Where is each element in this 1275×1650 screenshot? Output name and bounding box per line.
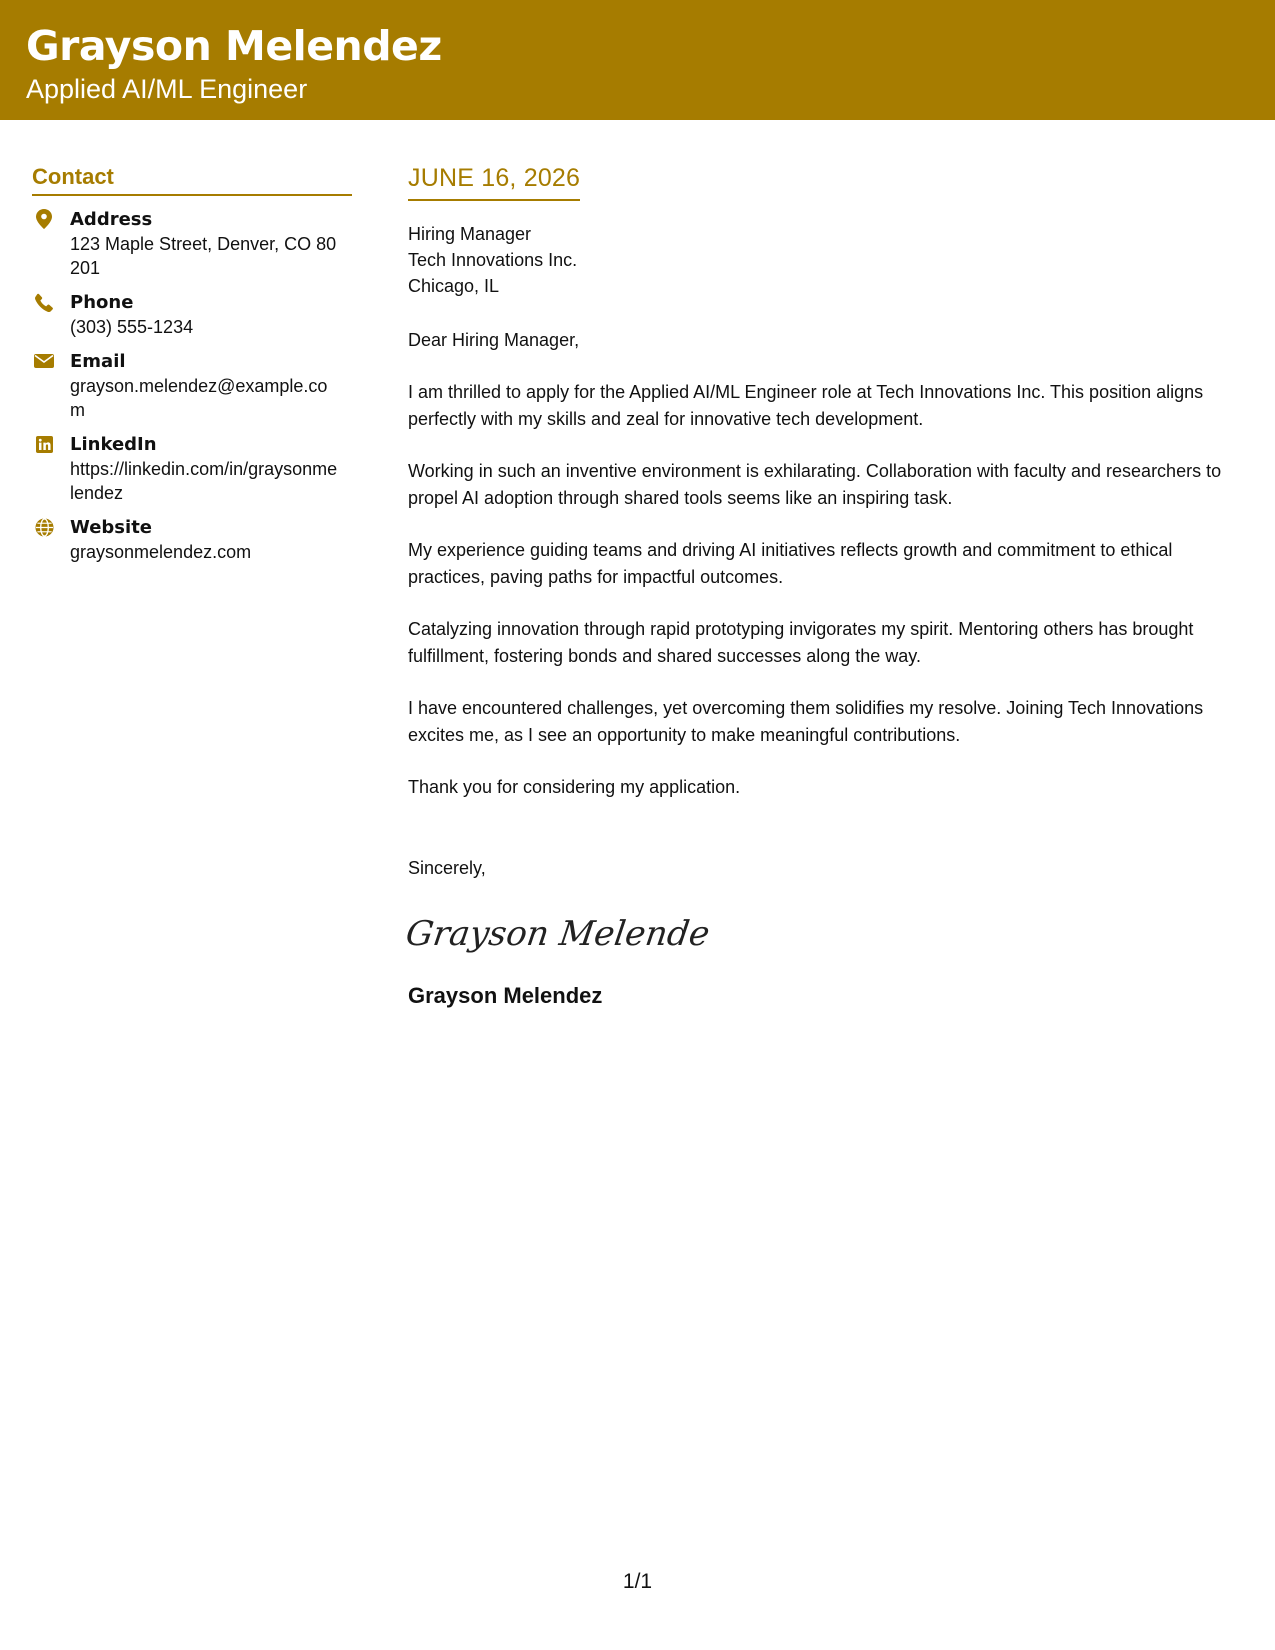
job-title: Applied AI/ML Engineer [26, 74, 308, 104]
closing: Sincerely, [408, 857, 486, 878]
contact-label: Address [70, 209, 153, 230]
recipient-block [408, 221, 1248, 299]
letter-paragraph: Working in such an inventive environment is exhilarating. Collaboration with faculty and researchers to propel AI adoption through shared tools seems like an inspiring task. [408, 461, 1222, 508]
applicant-name: Grayson Melendez [26, 22, 442, 70]
contact-label: Website [70, 517, 153, 538]
contact-item-email [32, 350, 352, 422]
handwritten-signature [403, 907, 1248, 963]
header-band [0, 0, 1275, 120]
contact-value: graysonmelendez.com [70, 542, 252, 562]
contact-item-website [32, 516, 352, 564]
contact-value: https://linkedin.com/in/graysonmelendez [70, 459, 338, 503]
recipient-name: Hiring Manager [408, 224, 532, 244]
page-number: 1/1 [622, 1570, 653, 1593]
letter-paragraph: My experience guiding teams and driving AI initiatives reflects growth and commitment to ethical practices, paving paths for impactful outcomes. [408, 540, 1173, 587]
map-pin-icon [34, 209, 54, 229]
contact-list [32, 208, 352, 564]
contact-item-phone [32, 291, 352, 339]
recipient-company: Tech Innovations Inc. [408, 250, 578, 270]
contact-item-address [32, 208, 352, 280]
letter-paragraph: Thank you for considering my application. [408, 777, 741, 797]
envelope-icon [34, 351, 54, 371]
contact-heading: Contact [32, 164, 352, 196]
signature-text: Grayson Melende [403, 913, 713, 954]
contact-value: grayson.melendez@example.com [70, 376, 328, 420]
contact-label: LinkedIn [70, 434, 157, 455]
phone-icon [34, 292, 54, 312]
salutation: Dear Hiring Manager, [408, 330, 580, 350]
letter-paragraph: I have encountered challenges, yet overcoming them solidifies my resolve. Joining Tech Innovations excites me, as I see an opportunity to make meaningful contributions. [408, 698, 1204, 745]
globe-icon [34, 517, 54, 537]
letter-paragraph: Catalyzing innovation through rapid prototyping invigorates my spirit. Mentoring others has brought fulfillment, fostering bonds and shared successes along the way. [408, 619, 1194, 666]
contact-label: Email [70, 351, 126, 372]
recipient-location: Chicago, IL [408, 276, 500, 296]
letter-date: JUNE 16, 2026 [408, 164, 580, 201]
signer-name: Grayson Melendez [408, 982, 603, 1008]
contact-label: Phone [70, 292, 134, 313]
contact-sidebar [32, 164, 352, 575]
letter-paragraph: I am thrilled to apply for the Applied AI/ML Engineer role at Tech Innovations Inc. This position aligns perfectly with my skills and zeal for innovative tech development. [408, 382, 1204, 429]
contact-item-linkedin [32, 433, 352, 505]
linkedin-icon [34, 434, 54, 454]
letter-body [403, 164, 1248, 1009]
contact-value: 123 Maple Street, Denver, CO 80201 [70, 234, 337, 278]
contact-value: (303) 555-1234 [70, 317, 194, 337]
